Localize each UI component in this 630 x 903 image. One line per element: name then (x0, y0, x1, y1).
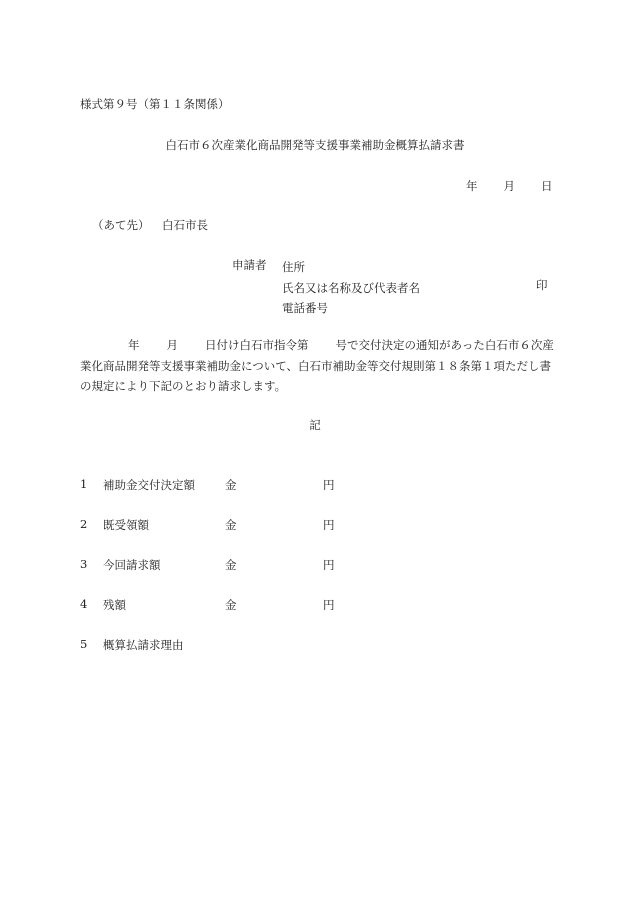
address-label: 住所 (282, 260, 305, 274)
body-year: 年 (128, 338, 140, 352)
document-title: 白石市６次産業化商品開発等支援事業補助金概算払請求書 (165, 138, 465, 152)
item-kin: 金 (225, 478, 237, 492)
item-kin: 金 (225, 558, 237, 572)
item-number: 1 (80, 477, 88, 491)
applicant-label: 申請者 (232, 258, 267, 272)
item-number: 2 (80, 517, 88, 531)
seal-mark: 印 (536, 278, 548, 292)
date-month: 月 (503, 179, 515, 193)
item-number: 4 (80, 597, 88, 611)
applicant-fields (282, 257, 420, 319)
body-month: 月 (166, 338, 178, 352)
phone-label: 電話番号 (282, 301, 328, 315)
item-kin: 金 (225, 518, 237, 532)
item-label: 補助金交付決定額 (103, 478, 195, 492)
addressee-name: 白石市長 (162, 218, 208, 232)
item-label: 今回請求額 (103, 558, 161, 572)
item-number: 3 (80, 557, 88, 571)
name-label: 氏名又は名称及び代表者名 (282, 280, 420, 295)
date-year: 年 (466, 179, 478, 193)
date-line (466, 178, 553, 194)
item-yen: 円 (323, 518, 335, 532)
ki-heading: 記 (309, 418, 321, 432)
item-label: 残額 (103, 598, 126, 612)
item-label: 既受領額 (103, 518, 149, 532)
form-number: 様式第９号（第１１条関係） (80, 97, 230, 111)
item-label: 概算払請求理由 (103, 638, 184, 652)
item-number: 5 (80, 637, 88, 651)
addressee (92, 217, 208, 233)
item-yen: 円 (323, 598, 335, 612)
item-kin: 金 (225, 598, 237, 612)
item-yen: 円 (323, 558, 335, 572)
body-date-ref: 日付け白石市指令第 (205, 338, 309, 352)
item-yen: 円 (323, 478, 335, 492)
body-continuation: 号で交付決定の通知があった白石市６次産業化商品開発等支援事業補助金について、白石市補助金等交付規則第１８条第１項ただし書の規定により下記のとおり請求します。 (80, 338, 554, 393)
date-day: 日 (541, 179, 553, 193)
request-body-text (80, 335, 555, 397)
addressee-label: （あて先） (92, 218, 150, 232)
